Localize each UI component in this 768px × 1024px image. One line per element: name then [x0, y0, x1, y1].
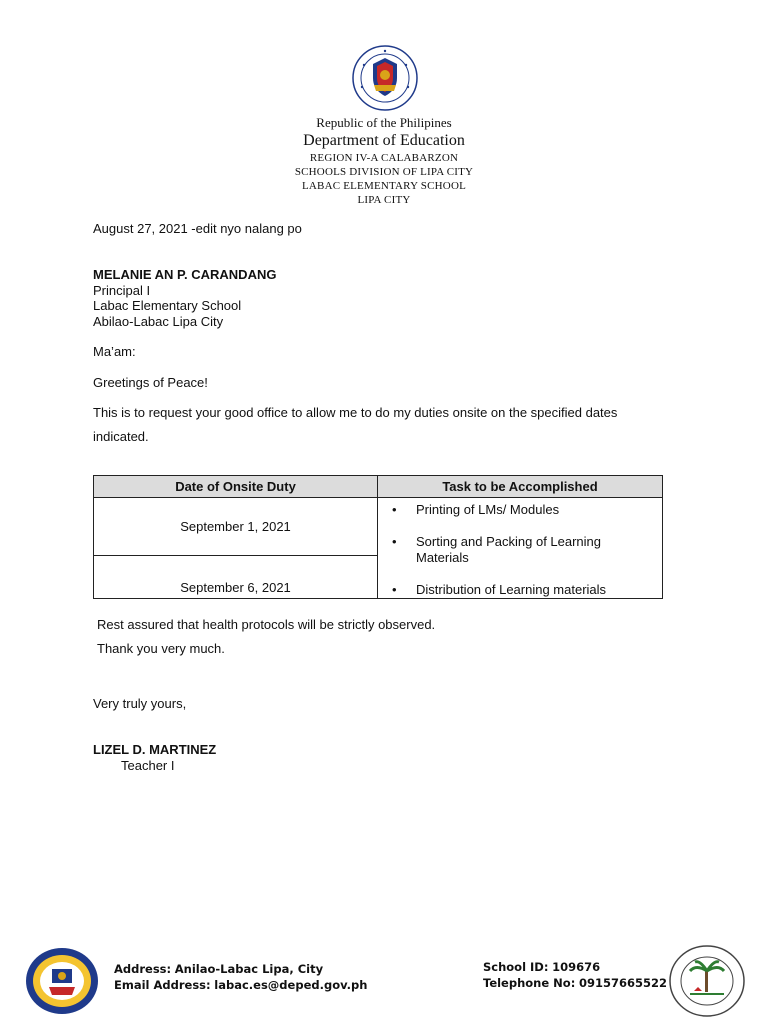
- greeting: Greetings of Peace!: [93, 375, 208, 390]
- body-line-1: This is to request your good office to allow me to do my duties onsite on the specified dates: [93, 405, 618, 420]
- task-list: [390, 502, 656, 598]
- footer-address: [114, 961, 323, 977]
- address-value: Anilao-Labac Lipa, City: [174, 962, 324, 976]
- table-header-row: [94, 476, 663, 498]
- recipient-school: Labac Elementary School: [93, 298, 242, 313]
- recipient-position: Principal I: [93, 283, 151, 298]
- address-label: Address:: [114, 962, 172, 976]
- table-header-task: Task to be Accomplished: [378, 476, 663, 498]
- footer-school-id: [483, 959, 600, 975]
- task-item-3: • Distribution of Learning materials: [390, 582, 656, 598]
- footer-telephone: [483, 975, 667, 991]
- duty-date-2: September 6, 2021: [94, 556, 378, 599]
- deped-seal-icon: [352, 45, 418, 111]
- recipient-name: MELANIE AN P. CARANDANG: [93, 267, 277, 282]
- phone-value: 09157665522: [578, 976, 667, 990]
- sender-position: Teacher I: [121, 758, 175, 773]
- division-name: SCHOOLS DIVISION OF LIPA CITY: [294, 166, 474, 178]
- email-value: labac.es@deped.gov.ph: [214, 978, 368, 992]
- letter-date: August 27, 2021 -edit nyo nalang po: [93, 221, 302, 236]
- country-name: Republic of the Philipines: [316, 115, 452, 130]
- thanks-text: Thank you very much.: [97, 641, 225, 656]
- city-name: LIPA CITY: [357, 194, 411, 206]
- task-item-2: • Sorting and Packing of Learning Materials: [390, 534, 656, 566]
- task-item-1: • Printing of LMs/ Modules: [390, 502, 656, 518]
- salutation: Ma’am:: [93, 344, 136, 359]
- footer-email: [114, 977, 367, 993]
- school-id-value: 109676: [552, 960, 601, 974]
- closing-text: Very truly yours,: [93, 696, 187, 711]
- task-list-cell: [378, 498, 663, 599]
- table-header-date: Date of Onsite Duty: [94, 476, 378, 498]
- department-name: Department of Education: [303, 132, 465, 149]
- body-line-2: indicated.: [93, 429, 149, 444]
- division-seal-icon: [25, 947, 99, 1015]
- school-id-label: School ID:: [483, 960, 549, 974]
- sender-name: LIZEL D. MARTINEZ: [93, 742, 217, 757]
- recipient-address: Abilao-Labac Lipa City: [93, 314, 224, 329]
- email-label: Email Address:: [114, 978, 211, 992]
- school-seal-icon: [668, 944, 746, 1018]
- phone-label: Telephone No:: [483, 976, 576, 990]
- school-name: LABAC ELEMENTARY SCHOOL: [301, 180, 467, 192]
- onsite-duty-table: [93, 475, 663, 599]
- duty-date-1: September 1, 2021: [94, 498, 378, 556]
- assurance-text: Rest assured that health protocols will be strictly observed.: [97, 617, 436, 632]
- table-row: [94, 498, 663, 556]
- letterhead: [0, 115, 768, 207]
- region-name: REGION IV-A CALABARZON: [309, 152, 459, 164]
